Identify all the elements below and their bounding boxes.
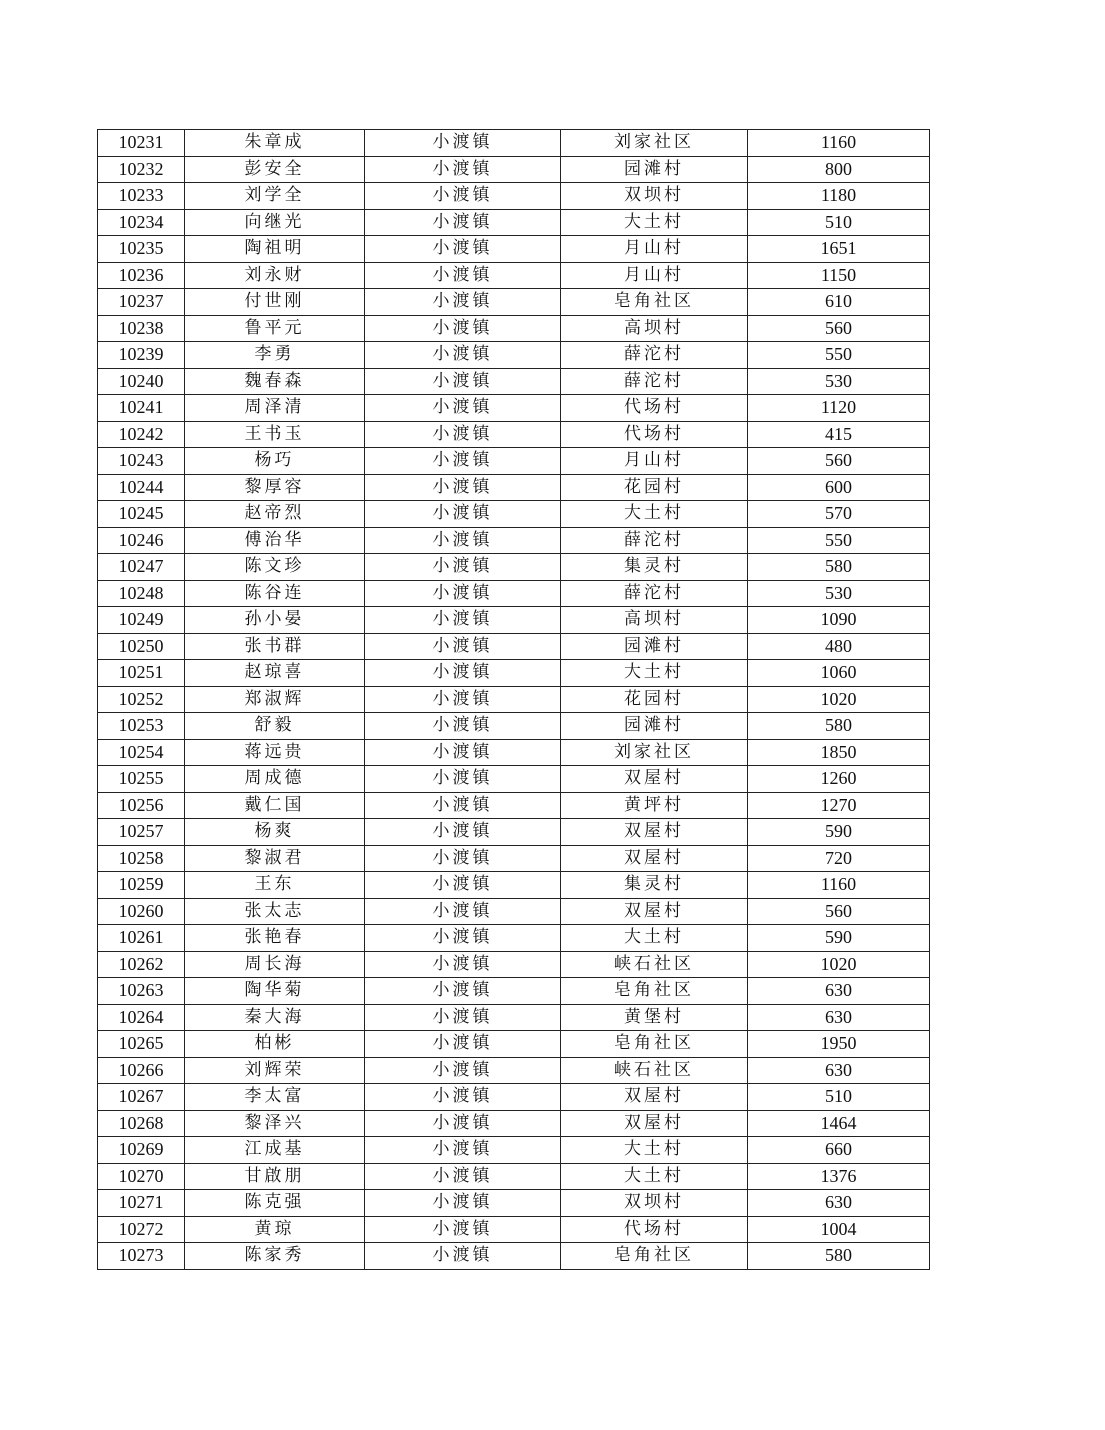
town-cell: 小渡镇 [365, 1110, 561, 1137]
town-cell: 小渡镇 [365, 1137, 561, 1164]
table-row [98, 183, 930, 210]
amount-cell: 1004 [748, 1216, 930, 1243]
town-cell: 小渡镇 [365, 448, 561, 475]
town-cell: 小渡镇 [365, 845, 561, 872]
person-name-cell: 刘辉荣 [185, 1057, 365, 1084]
table-row [98, 1110, 930, 1137]
table-row [98, 474, 930, 501]
village-cell: 双屋村 [561, 1084, 748, 1111]
town-cell: 小渡镇 [365, 183, 561, 210]
amount-cell: 560 [748, 315, 930, 342]
table-row [98, 686, 930, 713]
record-id-cell: 10237 [98, 289, 185, 316]
table-row [98, 1004, 930, 1031]
amount-cell: 1464 [748, 1110, 930, 1137]
village-cell: 月山村 [561, 448, 748, 475]
village-cell: 大土村 [561, 1137, 748, 1164]
village-cell: 峡石社区 [561, 1057, 748, 1084]
town-cell: 小渡镇 [365, 580, 561, 607]
person-name-cell: 陈家秀 [185, 1243, 365, 1270]
amount-cell: 1850 [748, 739, 930, 766]
table-row [98, 766, 930, 793]
person-name-cell: 刘永财 [185, 262, 365, 289]
table-row [98, 978, 930, 1005]
village-cell: 刘家社区 [561, 739, 748, 766]
village-cell: 皂角社区 [561, 289, 748, 316]
person-name-cell: 陈克强 [185, 1190, 365, 1217]
record-id-cell: 10270 [98, 1163, 185, 1190]
town-cell: 小渡镇 [365, 633, 561, 660]
amount-cell: 1020 [748, 951, 930, 978]
village-cell: 双屋村 [561, 1110, 748, 1137]
amount-cell: 1260 [748, 766, 930, 793]
village-cell: 高坝村 [561, 315, 748, 342]
village-cell: 集灵村 [561, 872, 748, 899]
amount-cell: 610 [748, 289, 930, 316]
person-name-cell: 刘学全 [185, 183, 365, 210]
village-cell: 薛沱村 [561, 368, 748, 395]
amount-cell: 1020 [748, 686, 930, 713]
record-id-cell: 10271 [98, 1190, 185, 1217]
person-name-cell: 陶华菊 [185, 978, 365, 1005]
amount-cell: 1060 [748, 660, 930, 687]
village-cell: 大土村 [561, 925, 748, 952]
amount-cell: 415 [748, 421, 930, 448]
village-cell: 大土村 [561, 1163, 748, 1190]
record-id-cell: 10252 [98, 686, 185, 713]
record-id-cell: 10242 [98, 421, 185, 448]
table-row [98, 1190, 930, 1217]
table-row [98, 395, 930, 422]
amount-cell: 660 [748, 1137, 930, 1164]
person-name-cell: 舒毅 [185, 713, 365, 740]
records-table [97, 129, 930, 1270]
village-cell: 双屋村 [561, 845, 748, 872]
person-name-cell: 周成德 [185, 766, 365, 793]
table-row [98, 236, 930, 263]
record-id-cell: 10239 [98, 342, 185, 369]
table-row [98, 633, 930, 660]
table-row [98, 739, 930, 766]
amount-cell: 720 [748, 845, 930, 872]
person-name-cell: 王书玉 [185, 421, 365, 448]
record-id-cell: 10235 [98, 236, 185, 263]
town-cell: 小渡镇 [365, 925, 561, 952]
record-id-cell: 10240 [98, 368, 185, 395]
village-cell: 高坝村 [561, 607, 748, 634]
table-row [98, 713, 930, 740]
record-id-cell: 10247 [98, 554, 185, 581]
amount-cell: 1270 [748, 792, 930, 819]
record-id-cell: 10267 [98, 1084, 185, 1111]
village-cell: 代场村 [561, 421, 748, 448]
table-row [98, 448, 930, 475]
record-id-cell: 10245 [98, 501, 185, 528]
record-id-cell: 10257 [98, 819, 185, 846]
town-cell: 小渡镇 [365, 156, 561, 183]
table-row [98, 1243, 930, 1270]
amount-cell: 1090 [748, 607, 930, 634]
person-name-cell: 孙小晏 [185, 607, 365, 634]
village-cell: 双屋村 [561, 766, 748, 793]
table-row [98, 130, 930, 157]
table-row [98, 1031, 930, 1058]
amount-cell: 560 [748, 448, 930, 475]
village-cell: 月山村 [561, 262, 748, 289]
village-cell: 双坝村 [561, 183, 748, 210]
person-name-cell: 彭安全 [185, 156, 365, 183]
table-row [98, 925, 930, 952]
village-cell: 薛沱村 [561, 342, 748, 369]
amount-cell: 1160 [748, 872, 930, 899]
record-id-cell: 10243 [98, 448, 185, 475]
record-id-cell: 10233 [98, 183, 185, 210]
amount-cell: 630 [748, 1057, 930, 1084]
person-name-cell: 鲁平元 [185, 315, 365, 342]
village-cell: 薛沱村 [561, 527, 748, 554]
village-cell: 园滩村 [561, 156, 748, 183]
village-cell: 花园村 [561, 686, 748, 713]
village-cell: 黄堡村 [561, 1004, 748, 1031]
person-name-cell: 王东 [185, 872, 365, 899]
town-cell: 小渡镇 [365, 1243, 561, 1270]
amount-cell: 580 [748, 554, 930, 581]
record-id-cell: 10246 [98, 527, 185, 554]
town-cell: 小渡镇 [365, 236, 561, 263]
town-cell: 小渡镇 [365, 527, 561, 554]
person-name-cell: 黎泽兴 [185, 1110, 365, 1137]
person-name-cell: 黎淑君 [185, 845, 365, 872]
person-name-cell: 江成基 [185, 1137, 365, 1164]
town-cell: 小渡镇 [365, 819, 561, 846]
person-name-cell: 魏春森 [185, 368, 365, 395]
table-row [98, 1084, 930, 1111]
amount-cell: 1150 [748, 262, 930, 289]
record-id-cell: 10262 [98, 951, 185, 978]
record-id-cell: 10255 [98, 766, 185, 793]
person-name-cell: 赵帝烈 [185, 501, 365, 528]
table-row [98, 845, 930, 872]
person-name-cell: 陈谷连 [185, 580, 365, 607]
record-id-cell: 10238 [98, 315, 185, 342]
amount-cell: 510 [748, 209, 930, 236]
person-name-cell: 柏彬 [185, 1031, 365, 1058]
table-row [98, 1216, 930, 1243]
table-row [98, 1163, 930, 1190]
town-cell: 小渡镇 [365, 1163, 561, 1190]
person-name-cell: 陈文珍 [185, 554, 365, 581]
town-cell: 小渡镇 [365, 368, 561, 395]
person-name-cell: 杨爽 [185, 819, 365, 846]
amount-cell: 630 [748, 1004, 930, 1031]
town-cell: 小渡镇 [365, 130, 561, 157]
town-cell: 小渡镇 [365, 713, 561, 740]
record-id-cell: 10261 [98, 925, 185, 952]
village-cell: 大土村 [561, 501, 748, 528]
record-id-cell: 10244 [98, 474, 185, 501]
person-name-cell: 朱章成 [185, 130, 365, 157]
town-cell: 小渡镇 [365, 1190, 561, 1217]
table-row [98, 580, 930, 607]
amount-cell: 1120 [748, 395, 930, 422]
amount-cell: 630 [748, 1190, 930, 1217]
amount-cell: 580 [748, 1243, 930, 1270]
amount-cell: 630 [748, 978, 930, 1005]
village-cell: 代场村 [561, 1216, 748, 1243]
town-cell: 小渡镇 [365, 209, 561, 236]
town-cell: 小渡镇 [365, 792, 561, 819]
town-cell: 小渡镇 [365, 315, 561, 342]
record-id-cell: 10258 [98, 845, 185, 872]
town-cell: 小渡镇 [365, 1004, 561, 1031]
table-row [98, 209, 930, 236]
village-cell: 皂角社区 [561, 978, 748, 1005]
person-name-cell: 李勇 [185, 342, 365, 369]
person-name-cell: 周泽清 [185, 395, 365, 422]
person-name-cell: 秦大海 [185, 1004, 365, 1031]
town-cell: 小渡镇 [365, 501, 561, 528]
amount-cell: 590 [748, 925, 930, 952]
village-cell: 刘家社区 [561, 130, 748, 157]
table-row [98, 527, 930, 554]
town-cell: 小渡镇 [365, 262, 561, 289]
person-name-cell: 向继光 [185, 209, 365, 236]
amount-cell: 1376 [748, 1163, 930, 1190]
table-row [98, 607, 930, 634]
record-id-cell: 10250 [98, 633, 185, 660]
village-cell: 双屋村 [561, 819, 748, 846]
person-name-cell: 戴仁国 [185, 792, 365, 819]
record-id-cell: 10241 [98, 395, 185, 422]
table-row [98, 289, 930, 316]
person-name-cell: 赵琼喜 [185, 660, 365, 687]
table-row [98, 1057, 930, 1084]
town-cell: 小渡镇 [365, 289, 561, 316]
village-cell: 薛沱村 [561, 580, 748, 607]
records-table-body [98, 130, 930, 1270]
village-cell: 皂角社区 [561, 1031, 748, 1058]
town-cell: 小渡镇 [365, 474, 561, 501]
record-id-cell: 10234 [98, 209, 185, 236]
person-name-cell: 黄琼 [185, 1216, 365, 1243]
table-row [98, 501, 930, 528]
record-id-cell: 10272 [98, 1216, 185, 1243]
village-cell: 大土村 [561, 209, 748, 236]
table-row [98, 660, 930, 687]
village-cell: 代场村 [561, 395, 748, 422]
record-id-cell: 10260 [98, 898, 185, 925]
record-id-cell: 10236 [98, 262, 185, 289]
person-name-cell: 甘啟朋 [185, 1163, 365, 1190]
table-row [98, 792, 930, 819]
person-name-cell: 周长海 [185, 951, 365, 978]
record-id-cell: 10273 [98, 1243, 185, 1270]
table-row [98, 951, 930, 978]
village-cell: 花园村 [561, 474, 748, 501]
amount-cell: 600 [748, 474, 930, 501]
table-row [98, 342, 930, 369]
amount-cell: 560 [748, 898, 930, 925]
record-id-cell: 10249 [98, 607, 185, 634]
village-cell: 园滩村 [561, 713, 748, 740]
record-id-cell: 10256 [98, 792, 185, 819]
town-cell: 小渡镇 [365, 1031, 561, 1058]
record-id-cell: 10259 [98, 872, 185, 899]
village-cell: 峡石社区 [561, 951, 748, 978]
town-cell: 小渡镇 [365, 766, 561, 793]
amount-cell: 530 [748, 580, 930, 607]
table-row [98, 898, 930, 925]
table-row [98, 1137, 930, 1164]
town-cell: 小渡镇 [365, 686, 561, 713]
town-cell: 小渡镇 [365, 1057, 561, 1084]
village-cell: 双坝村 [561, 1190, 748, 1217]
amount-cell: 1180 [748, 183, 930, 210]
table-row [98, 368, 930, 395]
person-name-cell: 张太志 [185, 898, 365, 925]
table-row [98, 315, 930, 342]
town-cell: 小渡镇 [365, 739, 561, 766]
record-id-cell: 10253 [98, 713, 185, 740]
record-id-cell: 10251 [98, 660, 185, 687]
record-id-cell: 10268 [98, 1110, 185, 1137]
person-name-cell: 李太富 [185, 1084, 365, 1111]
record-id-cell: 10248 [98, 580, 185, 607]
person-name-cell: 陶祖明 [185, 236, 365, 263]
amount-cell: 510 [748, 1084, 930, 1111]
village-cell: 皂角社区 [561, 1243, 748, 1270]
amount-cell: 590 [748, 819, 930, 846]
village-cell: 双屋村 [561, 898, 748, 925]
town-cell: 小渡镇 [365, 660, 561, 687]
town-cell: 小渡镇 [365, 1216, 561, 1243]
amount-cell: 550 [748, 342, 930, 369]
town-cell: 小渡镇 [365, 978, 561, 1005]
record-id-cell: 10231 [98, 130, 185, 157]
record-id-cell: 10263 [98, 978, 185, 1005]
table-row [98, 872, 930, 899]
amount-cell: 1651 [748, 236, 930, 263]
amount-cell: 550 [748, 527, 930, 554]
town-cell: 小渡镇 [365, 421, 561, 448]
record-id-cell: 10254 [98, 739, 185, 766]
village-cell: 园滩村 [561, 633, 748, 660]
person-name-cell: 傅治华 [185, 527, 365, 554]
person-name-cell: 郑淑辉 [185, 686, 365, 713]
town-cell: 小渡镇 [365, 872, 561, 899]
village-cell: 月山村 [561, 236, 748, 263]
amount-cell: 1160 [748, 130, 930, 157]
person-name-cell: 张艳春 [185, 925, 365, 952]
person-name-cell: 付世刚 [185, 289, 365, 316]
person-name-cell: 黎厚容 [185, 474, 365, 501]
amount-cell: 530 [748, 368, 930, 395]
town-cell: 小渡镇 [365, 554, 561, 581]
person-name-cell: 杨巧 [185, 448, 365, 475]
record-id-cell: 10265 [98, 1031, 185, 1058]
town-cell: 小渡镇 [365, 607, 561, 634]
town-cell: 小渡镇 [365, 951, 561, 978]
table-row [98, 819, 930, 846]
table-row [98, 156, 930, 183]
person-name-cell: 蒋远贵 [185, 739, 365, 766]
town-cell: 小渡镇 [365, 395, 561, 422]
table-row [98, 421, 930, 448]
amount-cell: 800 [748, 156, 930, 183]
amount-cell: 580 [748, 713, 930, 740]
amount-cell: 570 [748, 501, 930, 528]
town-cell: 小渡镇 [365, 342, 561, 369]
village-cell: 黄坪村 [561, 792, 748, 819]
amount-cell: 480 [748, 633, 930, 660]
table-row [98, 554, 930, 581]
table-row [98, 262, 930, 289]
village-cell: 集灵村 [561, 554, 748, 581]
record-id-cell: 10266 [98, 1057, 185, 1084]
record-id-cell: 10264 [98, 1004, 185, 1031]
town-cell: 小渡镇 [365, 898, 561, 925]
record-id-cell: 10232 [98, 156, 185, 183]
person-name-cell: 张书群 [185, 633, 365, 660]
town-cell: 小渡镇 [365, 1084, 561, 1111]
amount-cell: 1950 [748, 1031, 930, 1058]
village-cell: 大土村 [561, 660, 748, 687]
record-id-cell: 10269 [98, 1137, 185, 1164]
